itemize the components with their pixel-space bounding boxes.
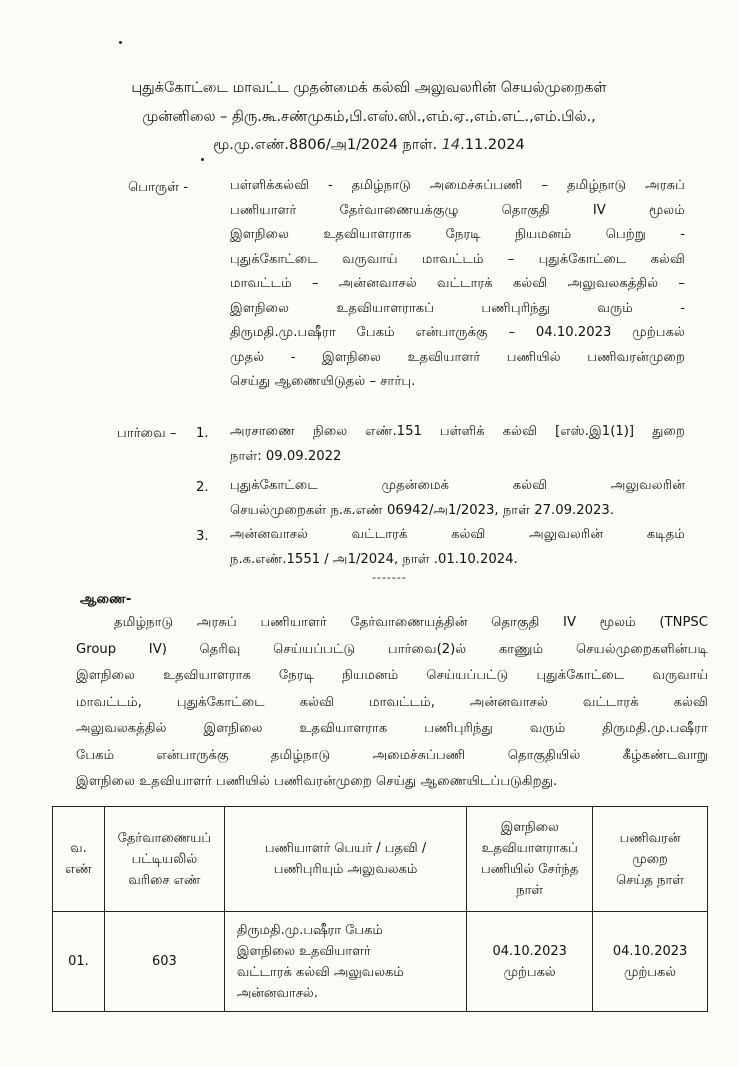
scan-speck: [119, 41, 122, 44]
reference-number-1: 1.: [196, 426, 209, 441]
cell-employee-details: திருமதி.மு.பஷீரா பேகம் இளநிலை உதவியாளர் வட்டாரக் கல்வி அலுவலகம் அன்னவாசல்.: [224, 912, 466, 1012]
order-line: இளநிலை உதவியாளராக நேரடி நியமனம் செய்யப்பட்டு புதுக்கோட்டை வருவாய்: [76, 668, 708, 683]
subject-line: திருமதி.மு.பஷீரா பேகம் என்பாருக்கு – 04.10.2023 முற்பகல்: [230, 325, 685, 340]
ref-day: 14: [441, 137, 461, 153]
subject-line: மாவட்டம் – அன்னவாசல் வட்டாரக் கல்வி அலுவலகத்தில் –: [230, 276, 685, 291]
reference-item-2: [230, 474, 685, 523]
table-header-row: [53, 807, 708, 912]
reference-line: புதுக்கோட்டை முதன்மைக் கல்வி அலுவலரின்: [230, 478, 685, 493]
reference-number-2: 2.: [196, 480, 209, 495]
subject-label: பொருள் -: [128, 180, 189, 195]
cell-joining-date: 04.10.2023 முற்பகல்: [467, 912, 593, 1012]
header-rank: தேர்வாணையப் பட்டியலில் வரிசை எண்: [104, 807, 224, 912]
reference-line: நாள்: 09.09.2022: [230, 448, 342, 464]
order-line: இளநிலை உதவியாளர் பணியில் பணிவரன்முறை செய்து ஆணையிடப்படுகிறது.: [76, 774, 558, 789]
reference-item-1: [230, 420, 685, 469]
ref-prefix: மூ.மு.எண்.8806/அ1/2024 நாள்.: [213, 137, 438, 153]
order-label: ஆணை-: [80, 592, 132, 607]
order-line: Group IV) தெரிவு செய்யப்பட்டு பார்வை(2)ல் காணும் செயல்முறைகளின்படி: [76, 641, 708, 657]
order-line: அலுவலகத்தில் இளநிலை உதவியாளராக பணிபுரிந்து வரும் திருமதி.மு.பஷீரா: [76, 721, 708, 736]
table-row: [53, 912, 708, 1012]
reference-line: அன்னவாசல் வட்டாரக் கல்வி அலுவலரின் கடிதம்: [230, 527, 685, 542]
cell-serial-number: 01.: [53, 912, 105, 1012]
order-line: மாவட்டம், புதுக்கோட்டை கல்வி மாவட்டம், அன்னவாசல் வட்டாரக் கல்வி: [76, 694, 708, 710]
header-regularisation-date: பணிவரன் முறை செய்த நாள்: [593, 807, 708, 912]
subject-line: பணியாளர் தேர்வாணையக்குழு தொகுதி IV மூலம்: [230, 202, 685, 218]
header-employee-details: பணியாளர் பெயர் / பதவி / பணிபுரியும் அலுவலகம்: [224, 807, 466, 912]
cell-rank: 603: [104, 912, 224, 1012]
header-joining-date: இளநிலை உதவியாளராகப் பணியில் சேர்ந்த நாள்: [467, 807, 593, 912]
reference-number: [0, 137, 738, 155]
section-divider: -------: [372, 571, 407, 584]
page-title: புதுக்கோட்டை மாவட்ட முதன்மைக் கல்வி அலுவலரின் செயல்முறைகள்: [131, 80, 607, 96]
reference-line: செயல்முறைகள் ந.க.எண் 06942/அ1/2023, நாள் 27.09.2023.: [230, 502, 614, 518]
subject-line: இளநிலை உதவியாளராகப் பணிபுரிந்து வரும் -: [230, 300, 685, 316]
ref-suffix: .11.2024: [460, 137, 525, 153]
subject-line: புதுக்கோட்டை வருவாய் மாவட்டம் – புதுக்கோட்டை கல்வி: [230, 251, 685, 267]
reference-line: அரசாணை நிலை எண்.151 பள்ளிக் கல்வி [எஸ்.இ1(1)] துறை: [230, 424, 685, 439]
cell-regularisation-date: 04.10.2023 முற்பகல்: [593, 912, 708, 1012]
subject-text: [230, 174, 685, 395]
scan-speck: [201, 158, 204, 161]
regularisation-table: [52, 806, 708, 1012]
order-line: பேகம் என்பாருக்கு தமிழ்நாடு அமைச்சுப்பணி தொகுதியில் கீழ்கண்டவாறு: [76, 747, 708, 763]
order-text: [76, 610, 708, 796]
references-label: பார்வை –: [117, 426, 177, 441]
reference-item-3: [230, 523, 685, 572]
subject-line: செய்து ஆணையிடுதல் – சார்பு.: [230, 374, 416, 389]
reference-line: ந.க.எண்.1551 / அ1/2024, நாள் .01.10.2024.: [230, 551, 518, 567]
subject-line: இளநிலை உதவியாளராக நேரடி நியமனம் பெற்று -: [230, 227, 685, 242]
reference-number-3: 3.: [196, 529, 209, 544]
subject-line: பள்ளிக்கல்வி - தமிழ்நாடு அமைச்சுப்பணி – தமிழ்நாடு அரசுப்: [230, 178, 685, 193]
subject-line: முதல் - இளநிலை உதவியாளர் பணியில் பணிவரன்முறை: [230, 349, 685, 365]
header-serial-number: வ. எண்: [53, 807, 105, 912]
order-line: தமிழ்நாடு அரசுப் பணியாளர் தேர்வாணையத்தின் தொகுதி IV மூலம் (TNPSC: [114, 615, 708, 630]
presided-by: முன்னிலை – திரு.கூ.சண்முகம்,பி.எஸ்.ஸி.,எம்.ஏ.,எம்.எட்.,எம்.பில்.,: [142, 109, 596, 125]
